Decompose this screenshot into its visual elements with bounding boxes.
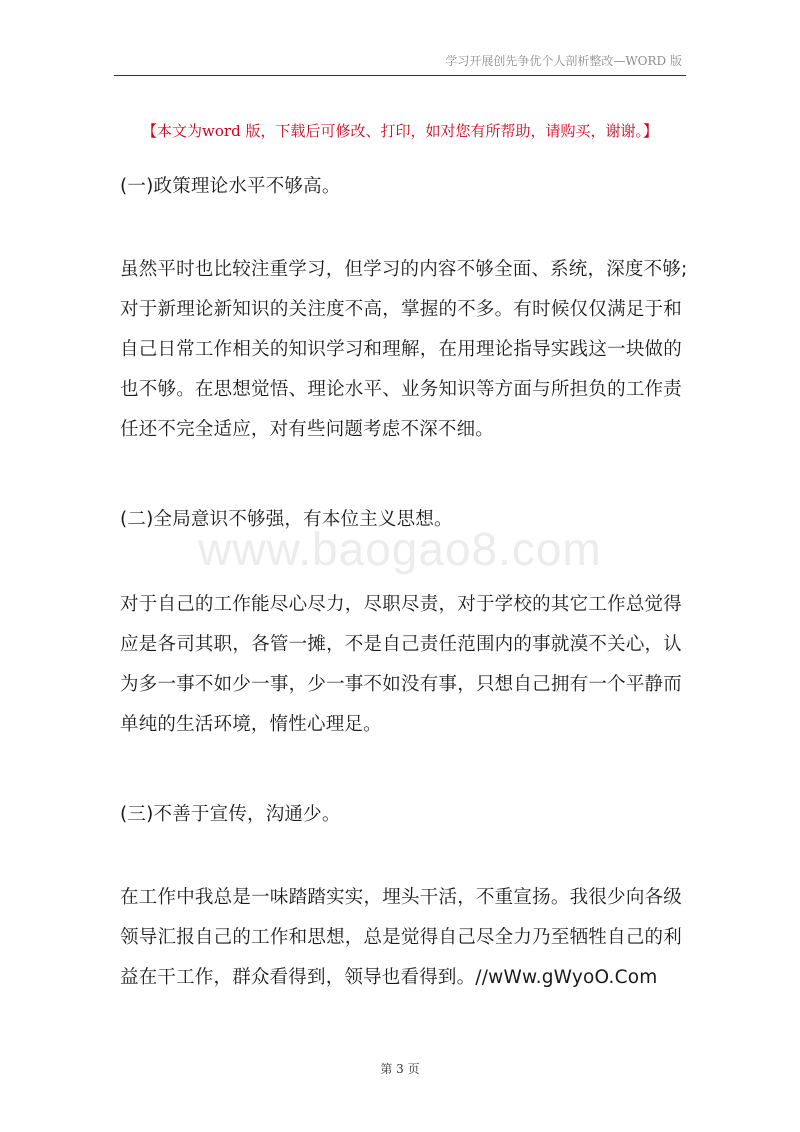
paragraph-line: 益在干工作，群众看得到，领导也看得到。//wWw.gWyoO.Com [120,967,658,988]
purchase-notice: 【本文为word 版，下载后可修改、打印，如对您有所帮助，请购买，谢谢。】 [142,122,658,140]
paragraph-line: 对于新理论新知识的关注度不高，掌握的不多。有时候仅仅满足于和 [120,299,682,320]
section-heading-1: (一)政策理论水平不够高。 [120,176,341,197]
paragraph-line: 单纯的生活环境，惰性心理足。 [120,714,382,735]
paragraph-line: 领导汇报自己的工作和思想，总是觉得自己尽全力乃至牺牲自己的利 [120,927,682,948]
document-header-title: 学习开展创先争优个人剖析整改—WORD 版 [445,54,682,68]
header-rule [114,75,686,76]
page-number: 第 3 页 [380,1062,420,1076]
section-heading-2: (二)全局意识不够强，有本位主义思想。 [120,509,453,530]
paragraph-line: 也不够。在思想觉悟、理论水平、业务知识等方面与所担负的工作责 [120,379,682,400]
paragraph-line: 为多一事不如少一事，少一事不如没有事，只想自己拥有一个平静而 [120,674,682,695]
watermark: www.baogao8.com [198,523,602,575]
paragraph-line: 任还不完全适应，对有些问题考虑不深不细。 [120,419,495,440]
paragraph-line: 在工作中我总是一味踏踏实实，埋头干活，不重宣扬。我很少向各级 [120,887,682,908]
paragraph-line: 虽然平时也比较注重学习，但学习的内容不够全面、系统，深度不够; [120,259,688,280]
paragraph-line: 对于自己的工作能尽心尽力，尽职尽责，对于学校的其它工作总觉得 [120,594,682,615]
paragraph-line: 应是各司其职，各管一摊，不是自己责任范围内的事就漠不关心，认 [120,634,682,655]
paragraph-line: 自己日常工作相关的知识学习和理解，在用理论指导实践这一块做的 [120,339,682,360]
section-heading-3: (三)不善于宣传，沟通少。 [120,804,341,825]
